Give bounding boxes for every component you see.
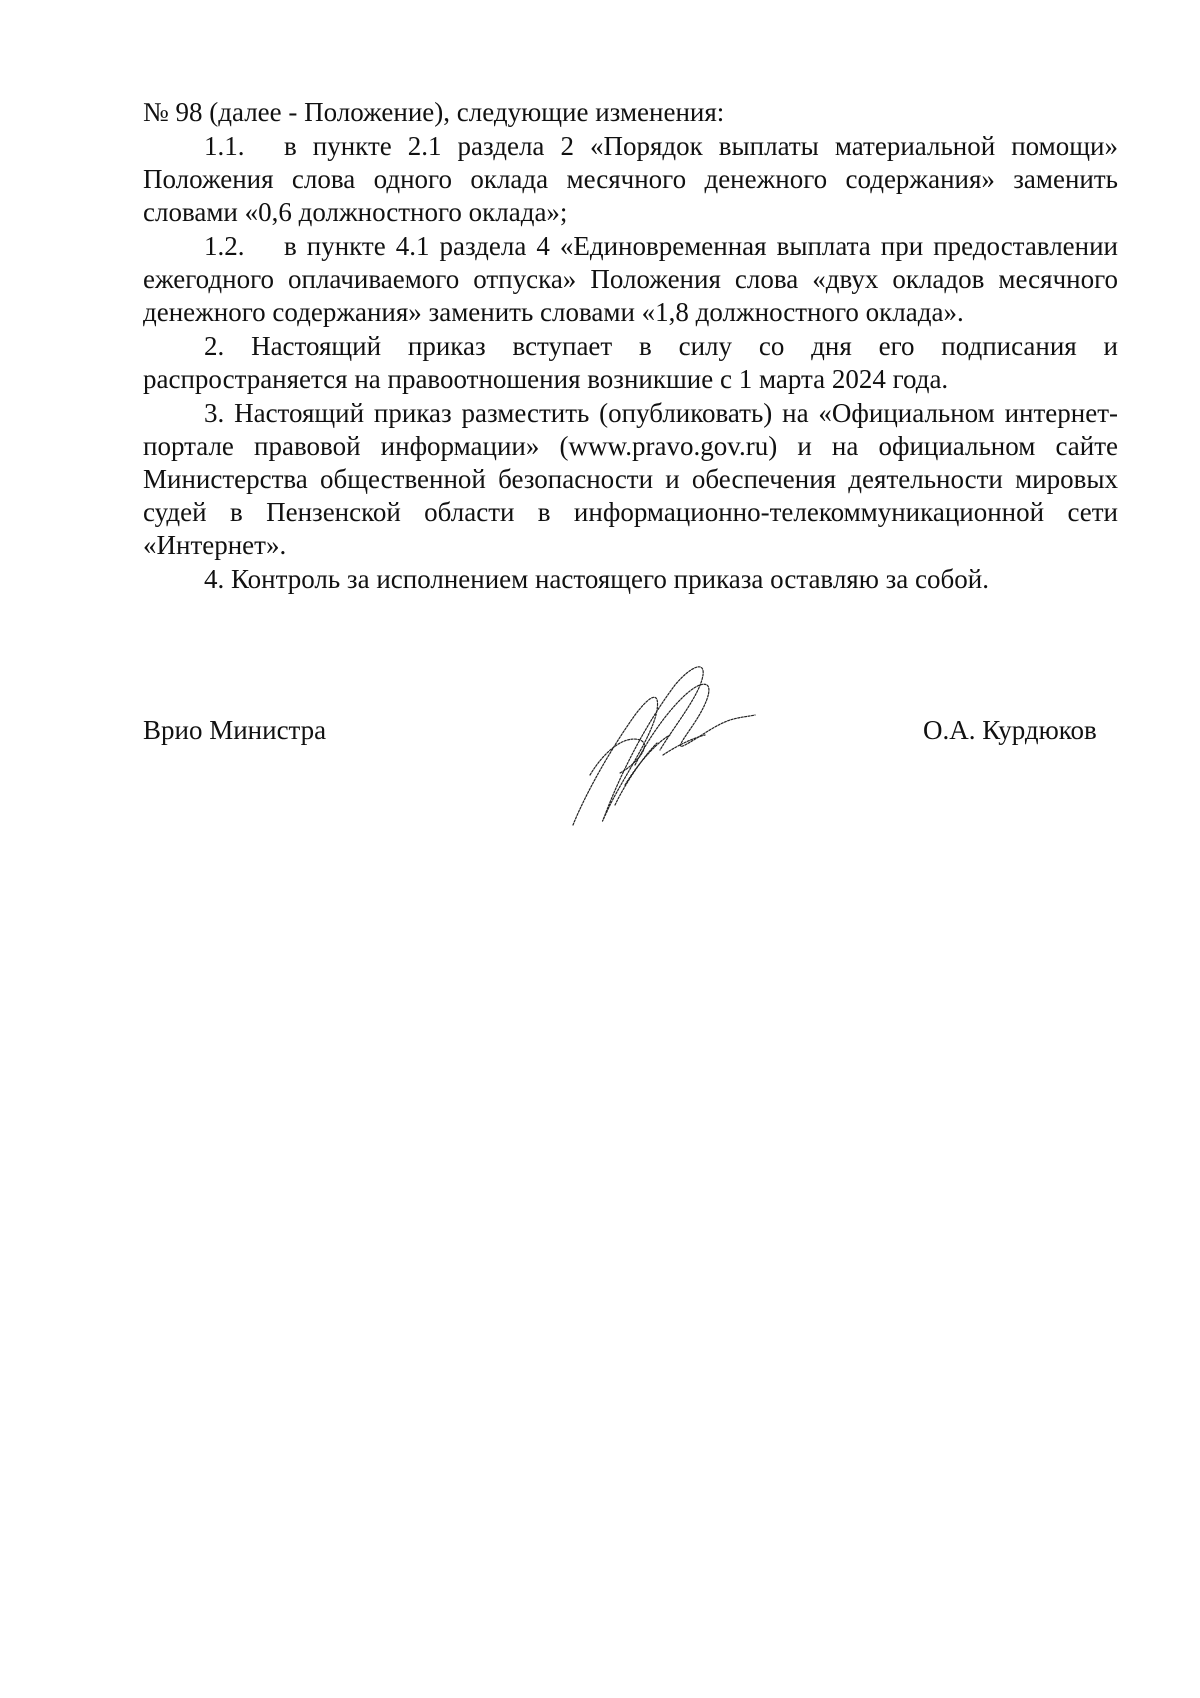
item-number-1-2: 1.2. [204,231,245,261]
paragraph-1-2 [143,230,1118,329]
item-text-1-1: в пункте 2.1 раздела 2 «Порядок выплаты материальной помощи» Положения слова одного оклада месячного денежного содержания» заменить словами «0,6 должностного оклада»; [143,131,1118,227]
signatory-name: О.А. Курдюков [923,715,1097,745]
document-body [143,96,1118,596]
signatory-position: Врио Министра [143,715,327,745]
handwritten-signature [565,655,765,835]
paragraph-intro: № 98 (далее - Положение), следующие изменения: [143,97,725,127]
paragraph-3: 3. Настоящий приказ разместить (опубликовать) на «Официальном интернет-портале правовой информации» (www.pravo.gov.ru) и на официальном сайте Министерства общественной безопасности и обеспечения деятельности мировых судей в Пензенской области в информационно-телекоммуникационной сети «Интернет». [143,398,1118,560]
paragraph-2: 2. Настоящий приказ вступает в силу со дня его подписания и распространяется на правоотношения возникшие с 1 марта 2024 года. [143,331,1118,394]
item-text-1-2: в пункте 4.1 раздела 4 «Единовременная выплата при предоставлении ежегодного оплачиваемого отпуска» Положения слова «двух окладов месячного денежного содержания» заменить словами «1,8 должностного оклада». [143,231,1118,327]
item-number-1-1: 1.1. [204,131,245,161]
paragraph-1-1 [143,130,1118,229]
paragraph-4: 4. Контроль за исполнением настоящего приказа оставляю за собой. [204,564,989,594]
